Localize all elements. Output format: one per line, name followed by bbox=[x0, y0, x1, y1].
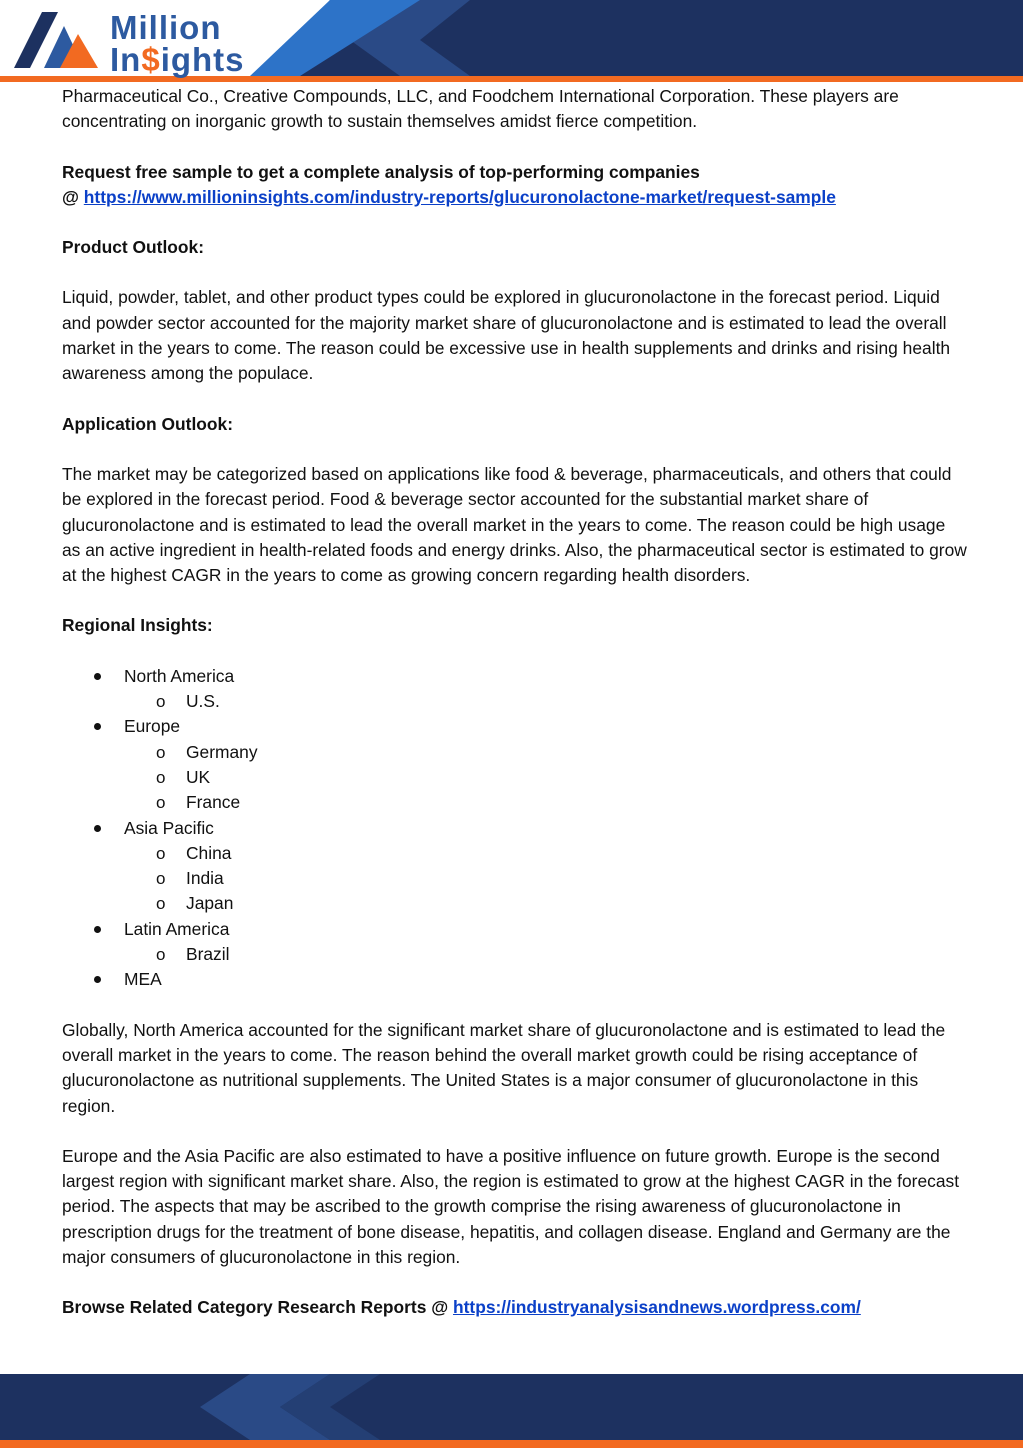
list-item bbox=[62, 942, 967, 967]
circle-bullet-icon: o bbox=[156, 945, 166, 965]
country-name: UK bbox=[186, 766, 211, 787]
sample-link-line bbox=[62, 185, 967, 210]
country-name: Brazil bbox=[186, 944, 230, 965]
sample-request-link[interactable]: https://www.millioninsights.com/industry-reports/glucuronolactone-market/request-sample bbox=[83, 186, 836, 207]
logo-mark-icon bbox=[14, 6, 104, 76]
application-outlook-heading: Application Outlook: bbox=[62, 413, 233, 434]
regions-list bbox=[62, 664, 967, 993]
bullet-icon bbox=[94, 825, 101, 832]
logo-line2 bbox=[110, 41, 245, 78]
logo-wordmark bbox=[110, 9, 245, 78]
list-item bbox=[62, 765, 967, 790]
list-item bbox=[62, 790, 967, 815]
list-item bbox=[62, 689, 967, 714]
header-banner bbox=[0, 0, 1023, 82]
region-name: Latin America bbox=[124, 918, 230, 939]
country-name: China bbox=[186, 842, 232, 863]
browse-related-link[interactable]: https://industryanalysisandnews.wordpress.com/ bbox=[452, 1297, 861, 1318]
product-outlook-heading: Product Outlook: bbox=[62, 237, 205, 258]
country-name: Japan bbox=[186, 893, 234, 914]
circle-bullet-icon: o bbox=[156, 894, 166, 914]
circle-bullet-icon: o bbox=[156, 692, 166, 712]
regional-paragraph-2: Europe and the Asia Pacific are also estimated to have a positive influence on future growth. Europe is the second largest region with significant market share. Also, the region is estimated to grow at the highest CAGR in the forecast period. The aspects that may be ascribed to the growth comprise the rising awareness of glucuronolactone in prescription drugs for the treatment of bone disease, hepatitis, and collagen disease. England and Germany are the major consumers of glucuronolactone in this region. bbox=[62, 1145, 960, 1267]
regional-insights-heading: Regional Insights: bbox=[62, 615, 213, 636]
circle-bullet-icon: o bbox=[156, 767, 166, 787]
product-outlook-body: Liquid, powder, tablet, and other product types could be explored in glucuronolactone in the forecast period. Liquid and powder sector accounted for the majority market share of glucuronolactone and is estimated to lead the overall market in the years to come. The reason could be excessive use in health supplements and drinks and rising health awareness among the populace. bbox=[62, 287, 951, 384]
application-outlook-body: The market may be categorized based on applications like food & beverage, pharmaceuticals, and others that could be explored in the forecast period. Food & beverage sector accounted for the substantial market share of glucuronolactone and is estimated to lead the overall market in the years to come. The reason could be high usage as an active ingredient in health-related foods and energy drinks. Also, the pharmaceutical sector is estimated to grow at the highest CAGR in the years to come as growing concern regarding health disorders. bbox=[62, 463, 967, 586]
circle-bullet-icon: o bbox=[156, 793, 166, 813]
bullet-icon bbox=[94, 723, 101, 730]
browse-line bbox=[62, 1295, 967, 1320]
list-item bbox=[62, 714, 967, 815]
sample-at: @ bbox=[62, 186, 84, 207]
region-name: Europe bbox=[124, 716, 181, 737]
list-item bbox=[62, 891, 967, 916]
country-name: Germany bbox=[186, 741, 258, 762]
footer-banner bbox=[0, 1374, 1023, 1448]
list-item bbox=[62, 967, 967, 992]
bullet-icon bbox=[94, 926, 101, 933]
region-name: North America bbox=[124, 665, 235, 686]
list-item bbox=[62, 664, 967, 715]
list-item bbox=[62, 740, 967, 765]
intro-paragraph: Pharmaceutical Co., Creative Compounds, LLC, and Foodchem International Corporation. These players are concentrating on inorganic growth to sustain themselves amidst fierce competition. bbox=[62, 86, 899, 132]
list-item bbox=[62, 866, 967, 891]
million-insights-logo bbox=[14, 6, 254, 76]
bullet-icon bbox=[94, 976, 101, 983]
logo-line2-pre: In bbox=[110, 41, 142, 78]
logo-line1: Million bbox=[110, 9, 222, 46]
browse-label: Browse Related Category Research Reports @ bbox=[62, 1297, 453, 1318]
country-name: France bbox=[186, 792, 241, 813]
bullet-icon bbox=[94, 673, 101, 680]
logo-dollar: $ bbox=[141, 41, 161, 78]
list-item bbox=[62, 841, 967, 866]
circle-bullet-icon: o bbox=[156, 843, 166, 863]
list-item bbox=[62, 816, 967, 917]
list-item bbox=[62, 917, 967, 968]
country-name: U.S. bbox=[186, 691, 220, 712]
circle-bullet-icon: o bbox=[156, 742, 166, 762]
footer-graphic bbox=[0, 1374, 1023, 1448]
sample-request-line: Request free sample to get a complete analysis of top-performing companies bbox=[62, 161, 700, 182]
region-name: Asia Pacific bbox=[124, 817, 214, 838]
circle-bullet-icon: o bbox=[156, 869, 166, 889]
logo-line2-post: ights bbox=[160, 41, 245, 78]
region-name: MEA bbox=[124, 969, 162, 990]
regional-paragraph-1: Globally, North America accounted for the significant market share of glucuronolactone and is estimated to lead the overall market in the years to come. The reason behind the overall market growth could be rising acceptance of glucuronolactone as nutritional supplements. The United States is a major consumer of glucuronolactone in this region. bbox=[62, 1019, 946, 1116]
country-name: India bbox=[186, 868, 224, 889]
document-body bbox=[62, 84, 967, 1321]
